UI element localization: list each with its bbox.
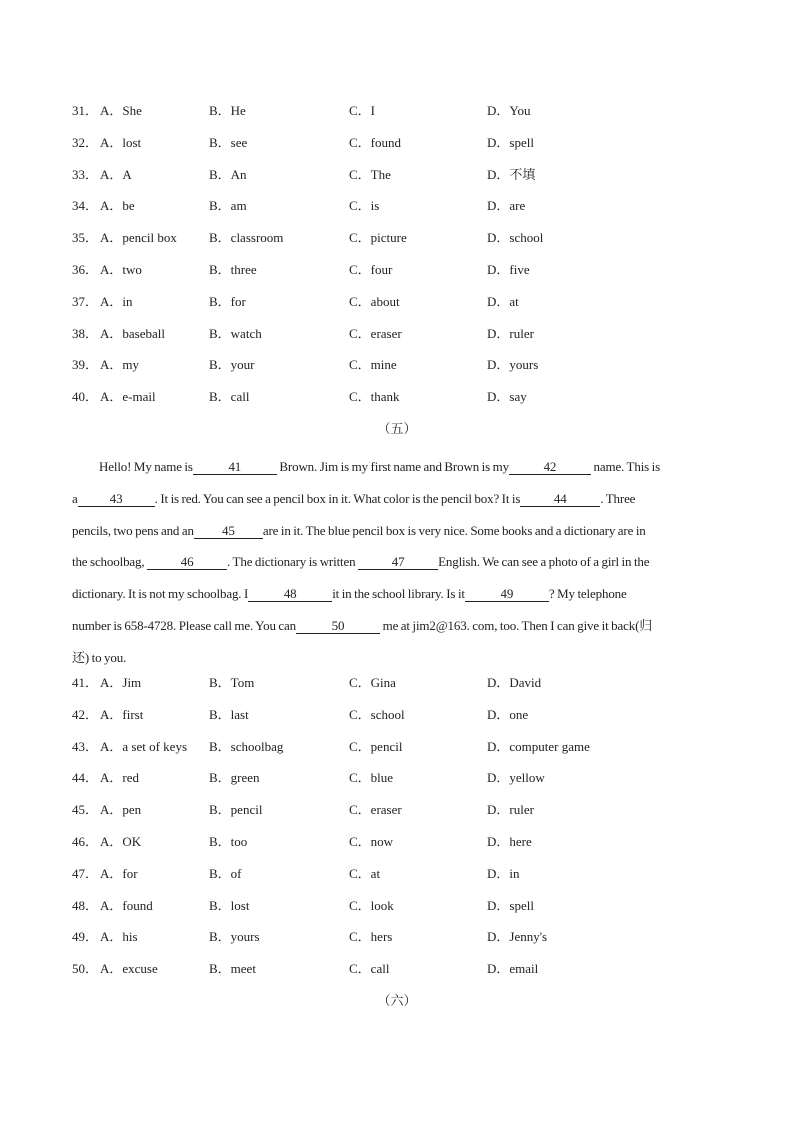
option-c: C．about xyxy=(349,293,400,309)
option-c: C．blue xyxy=(349,770,394,786)
option-a: A．Jim xyxy=(100,675,142,690)
question-row xyxy=(72,326,732,358)
option-d: D．ruler xyxy=(487,802,534,818)
question-row xyxy=(72,389,732,421)
section-heading-5: （五） xyxy=(377,421,417,436)
option-a: A．be xyxy=(100,198,135,214)
passage-text: . Three xyxy=(600,490,636,506)
option-b: B．three xyxy=(209,261,257,277)
passage-line xyxy=(72,451,718,483)
question-row xyxy=(72,929,732,961)
option-d: D．不填 xyxy=(487,166,536,182)
option-a: A．excuse xyxy=(100,961,158,977)
option-b: B．Tom xyxy=(209,675,255,690)
option-d: D．ruler xyxy=(487,325,534,341)
option-b: B．your xyxy=(209,357,255,373)
option-c: C．now xyxy=(349,833,394,849)
option-c: C．look xyxy=(349,897,394,913)
option-d: D．yours xyxy=(487,357,539,373)
passage-text: 还) to you. xyxy=(72,649,127,665)
option-b: B．last xyxy=(209,706,249,722)
question-row xyxy=(72,802,732,834)
passage-text: me at jim2@163. com, too. Then I can give it back(归 xyxy=(380,617,653,633)
question-row xyxy=(72,103,732,135)
question-list-41-50 xyxy=(72,675,732,993)
option-d: D．spell xyxy=(487,134,534,150)
option-b: B．An xyxy=(209,166,247,182)
option-d: D．Jenny's xyxy=(487,929,548,945)
question-number: 34． xyxy=(72,198,99,214)
question-number: 32． xyxy=(72,134,99,150)
question-number: 37． xyxy=(72,293,99,309)
question-row xyxy=(72,834,732,866)
blank-48: 48 xyxy=(248,586,332,602)
question-number: 39． xyxy=(72,357,99,373)
option-a: A．first xyxy=(100,706,144,722)
option-a: A．OK xyxy=(100,833,142,849)
question-number: 46． xyxy=(72,833,99,849)
option-c: C．eraser xyxy=(349,325,402,341)
option-d: D．say xyxy=(487,389,527,405)
blank-44: 44 xyxy=(520,491,600,507)
option-c: C．call xyxy=(349,961,390,977)
option-d: D．five xyxy=(487,261,530,277)
blank-50: 50 xyxy=(296,618,380,634)
option-b: B．green xyxy=(209,770,260,786)
question-number: 31． xyxy=(72,103,99,118)
option-c: C．eraser xyxy=(349,802,402,818)
option-c: C．school xyxy=(349,706,405,722)
option-d: D．David xyxy=(487,675,542,690)
question-row xyxy=(72,230,732,262)
blank-49: 49 xyxy=(465,586,549,602)
option-a: A．in xyxy=(100,293,133,309)
question-number: 35． xyxy=(72,230,99,246)
question-number: 40． xyxy=(72,389,99,405)
question-list-31-40 xyxy=(72,103,732,421)
question-row xyxy=(72,770,732,802)
passage-line xyxy=(72,642,718,674)
passage-text: pencils, two pens and an xyxy=(72,522,194,538)
option-b: B．watch xyxy=(209,325,262,341)
option-c: C．four xyxy=(349,261,393,277)
passage-line xyxy=(72,610,718,642)
option-b: B．lost xyxy=(209,897,250,913)
option-a: A．found xyxy=(100,897,153,913)
option-c: C．pencil xyxy=(349,738,403,754)
option-d: D．in xyxy=(487,865,520,881)
option-b: B．see xyxy=(209,134,248,150)
option-a: A．pen xyxy=(100,802,142,818)
section-heading-6: （六） xyxy=(377,993,417,1008)
question-row xyxy=(72,898,732,930)
question-row xyxy=(72,675,732,707)
question-row xyxy=(72,167,732,199)
option-c: C．found xyxy=(349,134,402,150)
question-row xyxy=(72,294,732,326)
option-a: A．a set of keys xyxy=(100,738,188,754)
question-row xyxy=(72,262,732,294)
option-d: D．here xyxy=(487,833,532,849)
question-row xyxy=(72,198,732,230)
option-c: C．mine xyxy=(349,357,397,373)
option-d: D．school xyxy=(487,230,544,246)
question-number: 45． xyxy=(72,802,99,818)
option-c: C．is xyxy=(349,198,380,214)
option-c: C．picture xyxy=(349,230,407,246)
option-d: D．email xyxy=(487,961,539,977)
cloze-passage xyxy=(72,451,718,674)
option-b: B．He xyxy=(209,103,246,118)
option-d: D．are xyxy=(487,198,526,214)
passage-text: the schoolbag, xyxy=(72,554,148,570)
blank-45: 45 xyxy=(194,523,263,539)
passage-text: it in the school library. Is it xyxy=(332,586,465,602)
option-a: A．two xyxy=(100,261,142,277)
passage-text: number is 658-4728. Please call me. You can xyxy=(72,617,297,633)
option-a: A．She xyxy=(100,103,142,118)
option-c: C．hers xyxy=(349,929,393,945)
option-a: A．baseball xyxy=(100,325,165,341)
question-number: 43． xyxy=(72,738,99,754)
option-b: B．of xyxy=(209,865,242,881)
passage-text: ? My telephone xyxy=(548,586,627,602)
question-row xyxy=(72,357,732,389)
option-b: B．classroom xyxy=(209,230,284,246)
option-c: C．The xyxy=(349,166,391,182)
passage-text: Hello! My name is xyxy=(99,459,193,474)
option-a: A．his xyxy=(100,929,138,945)
option-d: D．yellow xyxy=(487,770,545,786)
question-row xyxy=(72,866,732,898)
question-number: 47． xyxy=(72,865,99,881)
option-b: B．meet xyxy=(209,961,256,977)
option-a: A．my xyxy=(100,357,140,373)
option-a: A．for xyxy=(100,865,138,881)
question-row xyxy=(72,739,732,771)
passage-line xyxy=(72,515,718,547)
passage-text: a xyxy=(72,490,78,506)
option-d: D．one xyxy=(487,706,529,722)
option-b: B．yours xyxy=(209,929,260,945)
option-b: B．call xyxy=(209,389,250,405)
option-a: A．pencil box xyxy=(100,230,177,246)
question-number: 44． xyxy=(72,770,99,786)
question-number: 49． xyxy=(72,929,99,945)
blank-43: 43 xyxy=(78,491,155,507)
question-row xyxy=(72,707,732,739)
passage-text: . The dictionary is written xyxy=(227,554,359,570)
question-row xyxy=(72,961,732,993)
passage-text: name. This is xyxy=(590,459,661,474)
option-b: B．for xyxy=(209,293,246,309)
question-number: 41． xyxy=(72,675,99,690)
option-a: A．e-mail xyxy=(100,389,156,405)
option-c: C．thank xyxy=(349,389,400,405)
passage-line xyxy=(72,546,718,578)
question-number: 42． xyxy=(72,706,99,722)
option-d: D．at xyxy=(487,293,519,309)
option-b: B．schoolbag xyxy=(209,738,284,754)
option-c: C．at xyxy=(349,865,381,881)
option-d: D．computer game xyxy=(487,738,590,754)
passage-text: . It is red. You can see a pencil box in it. What color is the pencil box? It is xyxy=(154,490,521,506)
passage-text: Brown. Jim is my first name and Brown is my xyxy=(276,459,509,474)
passage-text: are in it. The blue pencil box is very nice. Some books and a dictionary are in xyxy=(262,522,646,538)
question-number: 38． xyxy=(72,325,99,341)
blank-41: 41 xyxy=(193,459,277,475)
option-c: C．I xyxy=(349,103,376,118)
question-number: 48． xyxy=(72,897,99,913)
option-d: D．You xyxy=(487,103,531,118)
blank-46: 46 xyxy=(147,554,227,570)
question-row xyxy=(72,135,732,167)
blank-42: 42 xyxy=(509,459,591,475)
option-a: A．red xyxy=(100,770,139,786)
option-a: A．lost xyxy=(100,134,142,150)
option-d: D．spell xyxy=(487,897,534,913)
passage-text: English. We can see a photo of a girl in the xyxy=(438,554,650,570)
passage-line xyxy=(72,578,718,610)
question-number: 33． xyxy=(72,166,99,182)
question-number: 50． xyxy=(72,961,99,977)
option-b: B．pencil xyxy=(209,802,263,818)
passage-text: dictionary. It is not my schoolbag. I xyxy=(72,586,249,602)
option-b: B．am xyxy=(209,198,247,214)
passage-line xyxy=(72,483,718,515)
option-b: B．too xyxy=(209,833,248,849)
option-a: A．A xyxy=(100,166,132,182)
blank-47: 47 xyxy=(358,554,438,570)
question-number: 36． xyxy=(72,261,99,277)
option-c: C．Gina xyxy=(349,675,396,690)
